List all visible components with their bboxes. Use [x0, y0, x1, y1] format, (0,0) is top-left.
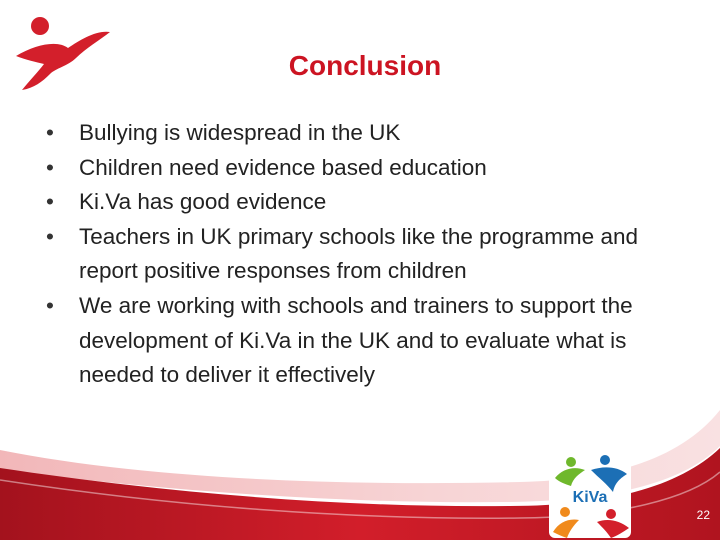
- bullet-text: Children need evidence based education: [79, 154, 487, 180]
- bullet-list: [46, 116, 696, 393]
- bullet-marker: •: [46, 223, 54, 249]
- kiva-figure-green-head: [566, 457, 576, 467]
- bullet-text: We are working with schools and trainers to support the development of Ki.Va in the UK and to evaluate what is needed to deliver it effectively: [79, 292, 633, 388]
- kiva-figure-orange-head: [560, 507, 570, 517]
- bullet-marker: •: [46, 189, 54, 215]
- slide-title: Conclusion: [288, 50, 442, 81]
- kiva-logo-text: KiVa: [572, 489, 608, 506]
- running-figure-logo: [6, 6, 118, 96]
- page-number: 22: [696, 508, 710, 522]
- kiva-figure-blue-head: [600, 455, 610, 465]
- bullet-text: Ki.Va has good evidence: [79, 189, 327, 215]
- bullet-item: [46, 185, 696, 220]
- kiva-figure-red-head: [606, 509, 616, 519]
- figure-head: [31, 17, 49, 35]
- bullet-item: [46, 116, 696, 151]
- bullet-item: [46, 151, 696, 186]
- bullet-text: Bullying is widespread in the UK: [79, 120, 401, 145]
- bullet-marker: •: [46, 292, 54, 318]
- figure-body: [16, 32, 110, 90]
- bullet-marker: •: [46, 120, 54, 145]
- bullet-item: [46, 289, 696, 393]
- bullet-item: [46, 220, 696, 289]
- bullet-marker: •: [46, 154, 54, 180]
- kiva-logo: [545, 448, 635, 540]
- bullet-text: Teachers in UK primary schools like the programme and report positive responses from children: [79, 223, 638, 284]
